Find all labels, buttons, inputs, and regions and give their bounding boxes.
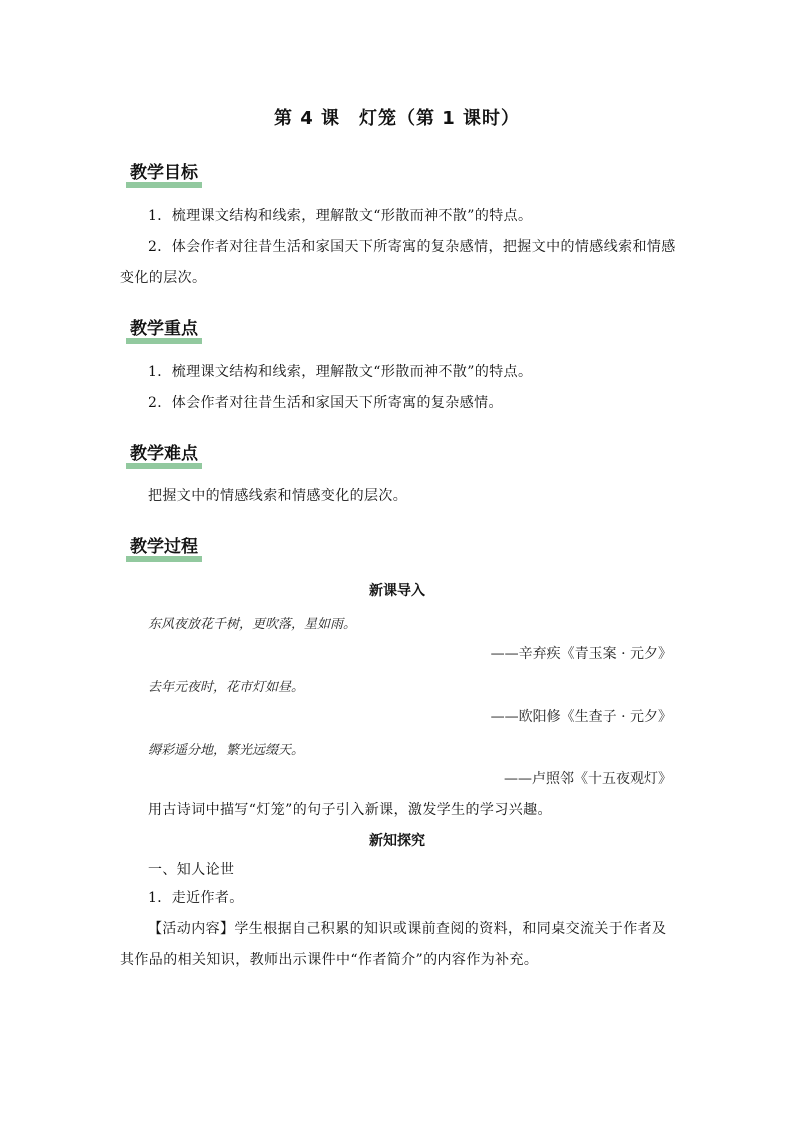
activity-label: 【活动内容】 [148,921,235,937]
step-one: 1．走近作者。 [148,890,244,906]
poem-line-2: 去年元夜时，花市灯如昼。 [148,680,305,695]
heading-teaching-process: 教学过程 [126,536,202,558]
activity-text: 学生根据自己积累的知识或课前查阅的资料，和同桌交流关于作者及其作品的相关知识，教师出示课件中“作者简介”的内容作为补充。 [120,921,667,968]
goal-item-2: 2．体会作者对往昔生活和家国天下所寄寓的复杂感情，把握文中的情感线索和情感变化的层次。 [120,239,676,286]
page-title: 第 4 课 灯笼（第 1 课时） [273,108,521,129]
poem-line-3: 缛彩遥分地，繁光远缀天。 [148,743,305,758]
poem-source-3: ——卢照邻《十五夜观灯》 [504,771,672,787]
difficulty-text: 把握文中的情感线索和情感变化的层次。 [148,488,408,504]
heading-key-points: 教学重点 [126,318,202,340]
poem-source-2: ——欧阳修《生查子 · 元夕》 [490,709,672,725]
goal-item-1: 1．梳理课文结构和线索，理解散文“形散而神不散”的特点。 [148,208,533,224]
explore-subtitle: 新知探究 [369,833,425,849]
heading-teaching-goals: 教学目标 [126,162,202,184]
intro-note: 用古诗词中描写“灯笼”的句子引入新课，激发学生的学习兴趣。 [148,802,552,818]
poem-source-1: ——辛弃疾《青玉案 · 元夕》 [490,646,672,662]
poem-line-1: 东风夜放花千树，更吹落，星如雨。 [148,617,357,632]
key-point-item-1: 1．梳理课文结构和线索，理解散文“形散而神不散”的特点。 [148,364,533,380]
activity-paragraph [120,914,680,976]
key-point-item-2: 2．体会作者对往昔生活和家国天下所寄寓的复杂感情。 [148,395,503,411]
part-one-heading: 一、知人论世 [148,862,235,878]
heading-difficulties: 教学难点 [126,443,202,465]
intro-subtitle: 新课导入 [369,583,425,599]
